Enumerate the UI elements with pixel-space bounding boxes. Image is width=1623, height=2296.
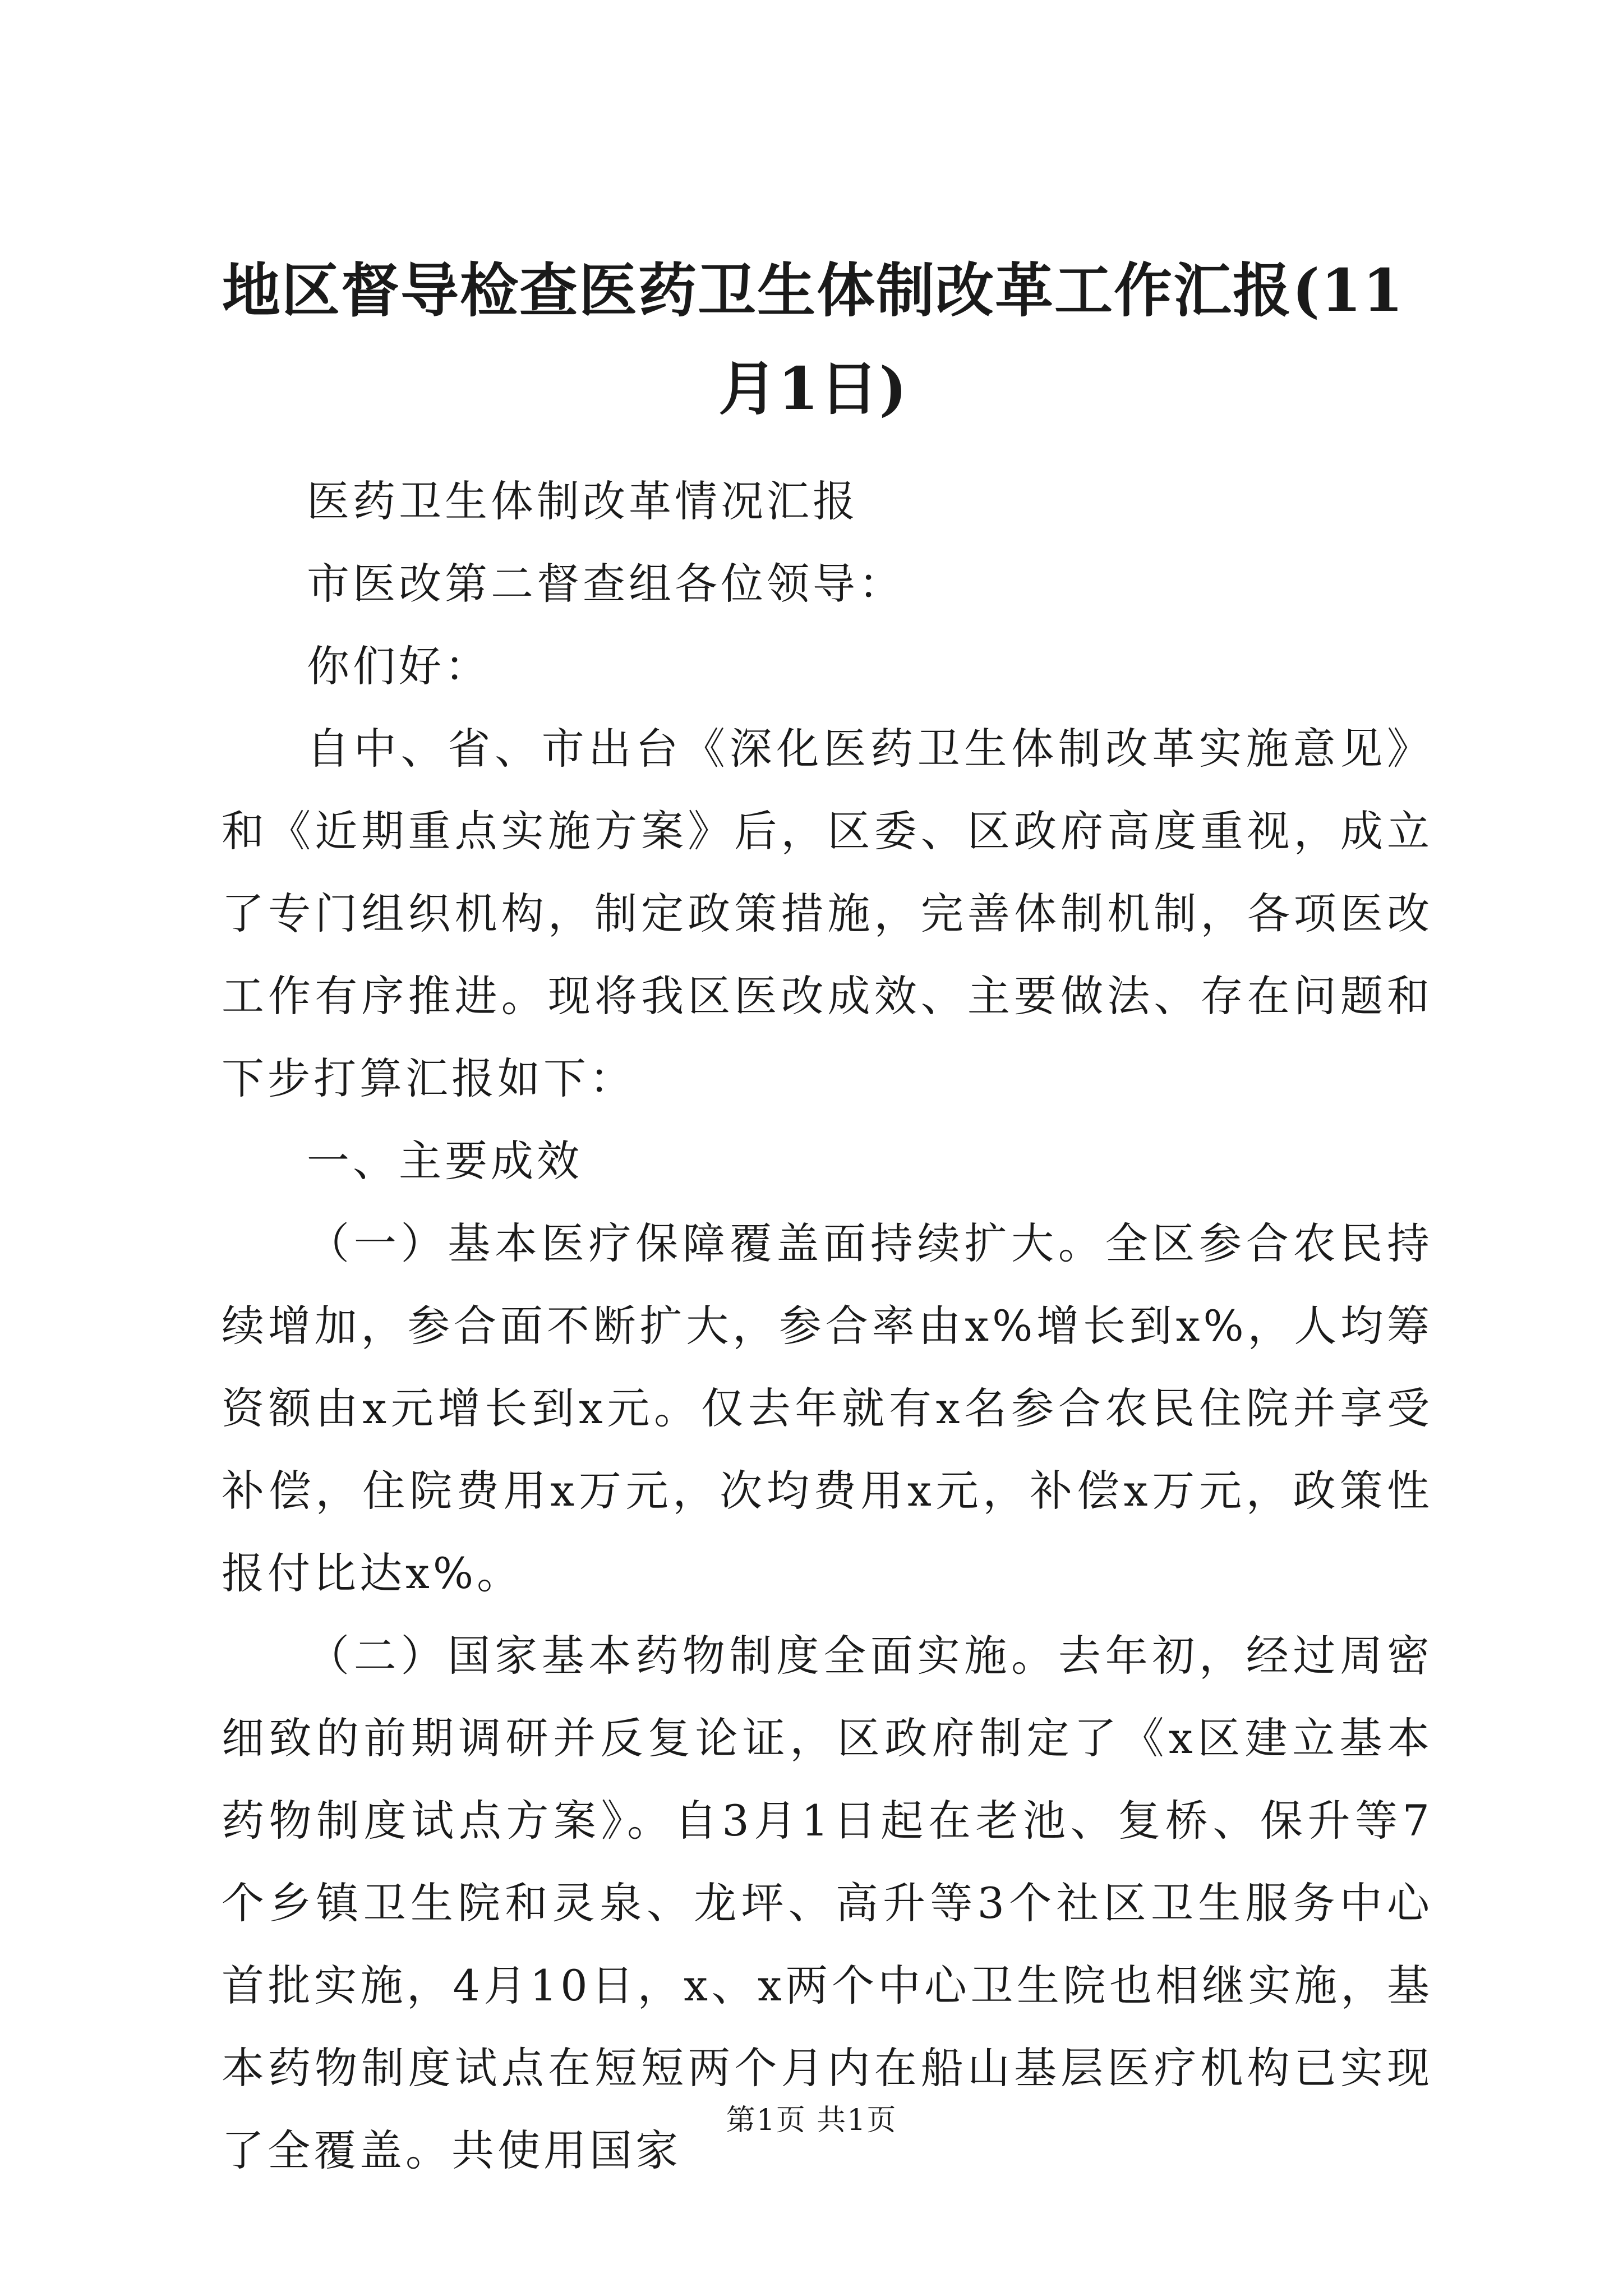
paragraph-introduction: 自中、省、市出台《深化医药卫生体制改革实施意见》和《近期重点实施方案》后，区委、区政府高度重视，成立了专门组织机构，制定政策措施，完善体制机制，各项医改工作有序推进。现将我区医改成效、主要做法、存在问题和下步打算汇报如下： [222,724,1433,1103]
paragraph-report-heading: 医药卫生体制改革情况汇报 [307,476,859,526]
paragraph-essential-drugs: （二）国家基本药物制度全面实施。去年初，经过周密细致的前期调研并反复论证，区政府制定了《x区建立基本药物制度试点方案》。自3月1日起在老池、复桥、保升等7个乡镇卫生院和灵泉、龙坪、高升等3个社区卫生服务中心首批实施，4月10日，x、x两个中心卫生院也相继实施，基本药物制度试点在短短两个月内在船山基层医疗机构已实现了全覆盖。共使用国家 [222,1631,1433,2175]
section-heading-main-results: 一、主要成效 [307,1136,583,1186]
document-body [222,460,1433,2192]
paragraph-medical-insurance: （一）基本医疗保障覆盖面持续扩大。全区参合农民持续增加，参合面不断扩大，参合率由x%增长到x%，人均筹资额由x元增长到x元。仅去年就有x名参合农民住院并享受补偿，住院费用x万元，次均费用x元，补偿x万元，政策性报付比达x%。 [222,1218,1433,1598]
paragraph-greeting: 你们好： [307,641,491,691]
page-footer: 第1页 共1页 [726,2104,897,2137]
paragraph-salutation: 市医改第二督查组各位领导： [307,559,905,609]
document-title: 地区督导检查医药卫生体制改革工作汇报(11月1日) [222,256,1404,423]
